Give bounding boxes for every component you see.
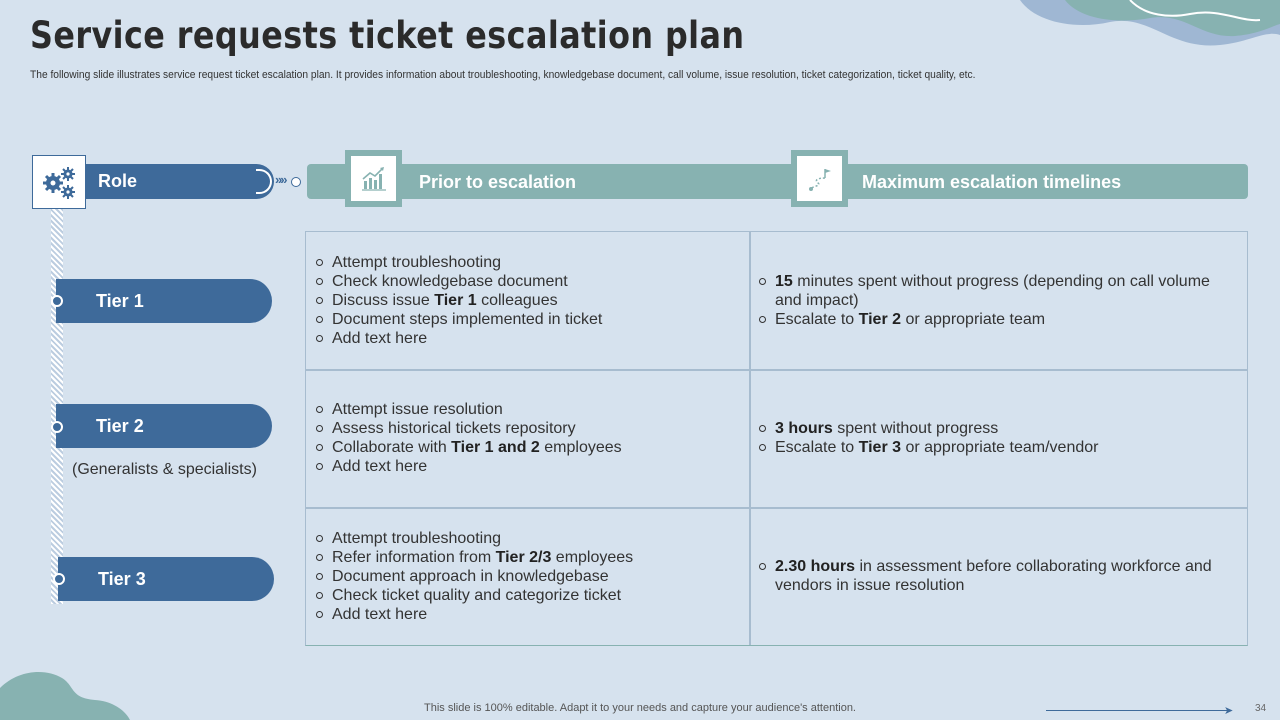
tier-3-dot bbox=[53, 573, 65, 585]
bar-chart-growth-icon bbox=[345, 150, 402, 207]
bullet-text: Attempt issue resolution bbox=[332, 401, 503, 418]
tier-2-timeline-cell bbox=[757, 369, 1237, 507]
bullet-text: employees bbox=[539, 439, 622, 456]
tier-1-prior-cell bbox=[314, 232, 744, 369]
tier-3-prior-cell bbox=[314, 507, 744, 645]
tier-3-timeline-cell bbox=[757, 507, 1237, 645]
connector-dot bbox=[291, 177, 301, 187]
bullet-text: Document approach in knowledgebase bbox=[332, 567, 609, 585]
bullet-emphasis: 2.30 hours bbox=[775, 558, 856, 575]
footer-note: This slide is 100% editable. Adapt it to your needs and capture your audience's attention. bbox=[424, 702, 856, 714]
bullet-text: Discuss issue bbox=[332, 292, 435, 309]
bullet-text: Refer information from bbox=[332, 548, 496, 566]
tier-2-prior-list bbox=[314, 400, 622, 476]
tier-2-dot bbox=[51, 421, 63, 433]
tier-3-pill bbox=[58, 557, 274, 601]
footer-arrow-icon: ➤ bbox=[1224, 705, 1234, 717]
tier-2-note: (Generalists & specialists) bbox=[72, 461, 257, 478]
role-label: Role bbox=[98, 171, 138, 191]
role-header bbox=[86, 164, 274, 199]
bullet-emphasis: Tier 3 bbox=[858, 439, 902, 456]
bullet-item bbox=[314, 529, 633, 548]
bullet-item bbox=[314, 310, 602, 329]
bullet-item bbox=[314, 253, 602, 272]
bullet-text: spent without progress bbox=[832, 420, 999, 437]
bullet-text: Collaborate with bbox=[332, 439, 452, 456]
bullet-text: Add text here bbox=[332, 605, 428, 623]
decorative-wave-top-right bbox=[1020, 0, 1280, 60]
bullet-item bbox=[314, 291, 602, 310]
bullet-item bbox=[314, 438, 622, 457]
tier-1-timeline-list bbox=[757, 272, 1237, 329]
bullet-item bbox=[757, 557, 1237, 595]
pill-arc-decoration bbox=[256, 169, 272, 194]
route-flag-icon bbox=[791, 150, 848, 207]
tier-1-timeline-cell bbox=[757, 232, 1237, 369]
bullet-item bbox=[757, 419, 1098, 438]
tier-2-prior-cell bbox=[314, 369, 744, 507]
bullet-text: employees bbox=[551, 548, 634, 566]
bullet-emphasis: Tier 2 bbox=[858, 311, 902, 328]
bullet-text: Assess historical tickets repository bbox=[332, 420, 576, 437]
bullet-item bbox=[314, 419, 622, 438]
bullet-emphasis: Tier 2/3 bbox=[495, 548, 552, 566]
bullet-item bbox=[314, 329, 602, 348]
bullet-text: or appropriate team/vendor bbox=[901, 439, 1099, 456]
tier-1-dot bbox=[51, 295, 63, 307]
tier-1-pill bbox=[56, 279, 272, 323]
page-number: 34 bbox=[1255, 703, 1267, 714]
bullet-emphasis: Tier 1 bbox=[434, 292, 477, 309]
footer-line bbox=[1046, 710, 1230, 711]
bullet-text: Escalate to bbox=[775, 439, 859, 456]
bullet-emphasis: 15 bbox=[775, 273, 793, 290]
bullet-item bbox=[314, 567, 633, 586]
tier-2-timeline-list bbox=[757, 419, 1098, 457]
tier-1-prior-list bbox=[314, 253, 602, 348]
bullet-item bbox=[314, 548, 633, 567]
bullet-item bbox=[757, 272, 1237, 310]
bullet-text: Add text here bbox=[332, 458, 428, 475]
bullet-item bbox=[757, 310, 1237, 329]
bullet-item bbox=[757, 438, 1098, 457]
bullet-text: Check knowledgebase document bbox=[332, 273, 568, 290]
table-column-divider bbox=[749, 232, 751, 645]
bullet-text: or appropriate team bbox=[901, 311, 1046, 328]
max-escalation-timelines-header: Maximum escalation timelines bbox=[862, 172, 1122, 192]
bullet-text: Add text here bbox=[332, 330, 428, 347]
bullet-text: colleagues bbox=[476, 292, 558, 309]
bullet-item bbox=[314, 272, 602, 291]
tier-3-prior-list bbox=[314, 529, 633, 624]
prior-to-escalation-header: Prior to escalation bbox=[419, 172, 577, 192]
bullet-text: Document steps implemented in ticket bbox=[332, 311, 603, 328]
bullet-text: minutes spent without progress (depending on call volume and impact) bbox=[775, 273, 1210, 309]
tier-1-label: Tier 1 bbox=[96, 291, 144, 311]
bullet-text: Escalate to bbox=[775, 311, 859, 328]
bullet-item bbox=[314, 605, 633, 624]
bullet-emphasis: Tier 1 and 2 bbox=[451, 439, 540, 456]
bullet-text: in assessment before collaborating workforce and vendors in issue resolution bbox=[775, 558, 1212, 594]
bullet-text: Check ticket quality and categorize ticket bbox=[332, 586, 622, 604]
escalation-table bbox=[305, 231, 1248, 646]
bullet-emphasis: 3 hours bbox=[775, 420, 833, 437]
tier-3-timeline-list bbox=[757, 557, 1237, 595]
bullet-item bbox=[314, 400, 622, 419]
bullet-item bbox=[314, 586, 633, 605]
double-chevron-icon: »» bbox=[275, 172, 286, 187]
bullet-text: Attempt troubleshooting bbox=[332, 529, 501, 547]
tier-2-pill bbox=[56, 404, 272, 448]
bullet-text: Attempt troubleshooting bbox=[332, 254, 501, 271]
bullet-item bbox=[314, 457, 622, 476]
gears-icon bbox=[32, 155, 86, 209]
page-title: Service requests ticket escalation plan bbox=[30, 14, 745, 57]
page-subtitle: The following slide illustrates service request ticket escalation plan. It provides information about troubleshooting, knowledgebase document, call volume, issue resolution, ticket categorization, ticket quality, etc. bbox=[30, 69, 976, 81]
tier-2-label: Tier 2 bbox=[96, 416, 144, 436]
tier-3-label: Tier 3 bbox=[98, 569, 146, 589]
